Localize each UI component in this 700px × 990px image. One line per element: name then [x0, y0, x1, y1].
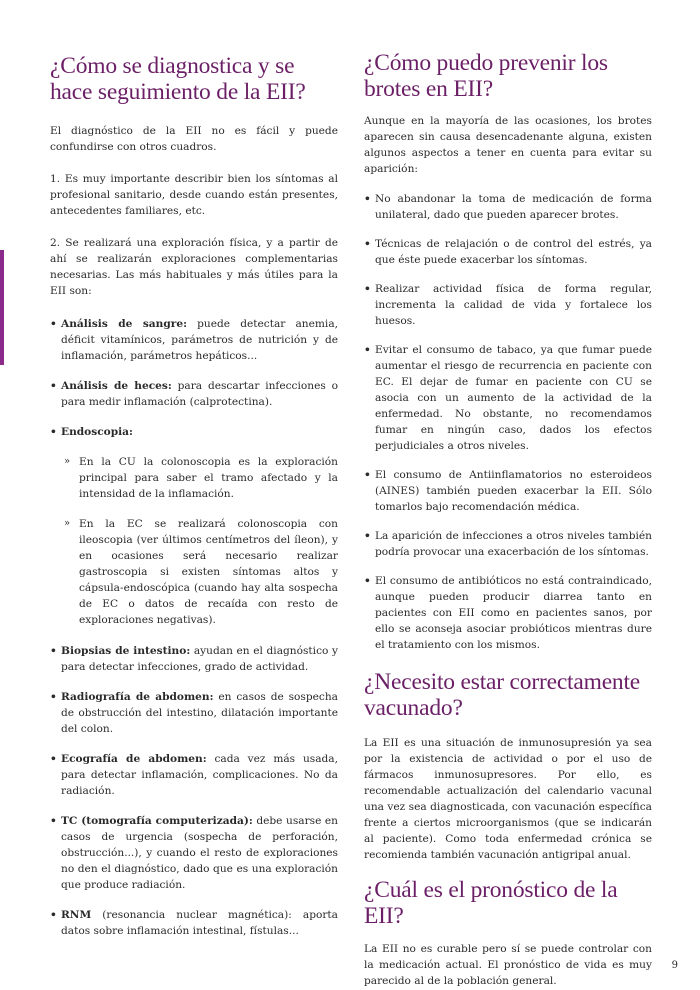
double-chevron-icon: » [64, 456, 71, 467]
list-item: • Ecografía de abdomen: cada vez más usada, para detectar inflamación, complicaciones. No da radiación. [50, 753, 338, 797]
list-item: • RNM (resonancia nuclear magnética): aporta datos sobre inflamación intestinal, fístulas... [50, 909, 338, 937]
diagnosis-point-2: 2. Se realizará una exploración física, y a partir de ahí se realizarán exploraciones complementarias necesarias. Las más habituales y más útiles para la EII son: [50, 237, 338, 297]
list-item: • Biopsias de intestino: ayudan en el diagnóstico y para detectar infecciones, grado de actividad. [50, 645, 338, 673]
vaccination-text: La EII es una situación de inmunosupresión ya sea por la existencia de actividad o por el uso de fármacos inmunosupresores. Por ello, es recomendable actualización del calendario vacunal una vez sea diagnosticada, con vacunación específica frente a ciertos microorganismos (que se indicarán al paciente). Como toda enfermedad crónica se recomienda también vacunación antigripal anual. [364, 737, 652, 861]
list-item: • El consumo de antibióticos no está contraindicado, aunque pueden producir diarrea tanto en pacientes con EII como en pacientes sanos, por ello se aconseja asociar probióticos mientras dure el tratamiento con los mismos. [364, 575, 652, 651]
accent-bar [0, 250, 4, 365]
right-column [364, 0, 652, 989]
list-item: • Evitar el consumo de tabaco, ya que fumar puede aumentar el riesgo de recurrencia en paciente con EC. El dejar de fumar en paciente con CU se asocia con un aumento de la actividad de la enfermedad. No obstante, no recomendamos fumar en ningún caso, dados los efectos perjudiciales a otros niveles. [364, 344, 652, 452]
left-column [50, 0, 338, 939]
list-item: • Realizar actividad física de forma regular, incrementa la calidad de vida y fortalece los huesos. [364, 283, 652, 327]
diagnosis-point-1: 1. Es muy importante describir bien los síntomas al profesional sanitario, desde cuando están presentes, antecedentes familiares, etc. [50, 173, 338, 217]
prevention-intro: Aunque en la mayoría de las ocasiones, los brotes aparecen sin causa desencadenante alguna, existen algunos aspectos a tener en cuenta para evitar su aparición: [364, 115, 652, 175]
exam-list [50, 316, 338, 939]
sub-list-item: » En la EC se realizará colonoscopia con ileoscopia (ver últimos centímetros del íleon), y en ocasiones será necesario realizar gastroscopia si existen síntomas altos y cápsula-endoscópica (cuando hay alta sospecha de EC o datos de recaída con resto de exploraciones negativas). [64, 518, 338, 626]
list-item: • Análisis de heces: para descartar infecciones o para medir inflamación (calprotectina). [50, 380, 339, 408]
sub-list-item: » En la CU la colonoscopia es la exploración principal para saber el tramo afectado y la intensidad de la inflamación. [64, 456, 338, 500]
list-item: • La aparición de infecciones a otros niveles también podría provocar una exacerbación de los síntomas. [364, 530, 652, 558]
endoscopy-sublist [61, 454, 338, 628]
prognosis-heading: ¿Cuál es el pronóstico de la EII? [364, 877, 618, 929]
prevention-list [364, 191, 652, 653]
prognosis-text: La EII no es curable pero sí se puede controlar con la medicación actual. El pronóstico de vida es muy parecido al de la población general. [364, 943, 652, 987]
diagnosis-heading: ¿Cómo se diagnostica y se hace seguimiento de la EII? [50, 53, 306, 105]
double-chevron-icon: » [64, 518, 71, 529]
diagnosis-intro: El diagnóstico de la EII no es fácil y puede confundirse con otros cuadros. [50, 125, 338, 153]
page-number: 9 [671, 960, 678, 971]
vaccination-heading: ¿Necesito estar correctamente vacunado? [364, 669, 641, 721]
list-item: • Técnicas de relajación o de control del estrés, ya que éste puede exacerbar los síntomas. [364, 238, 652, 266]
list-item: • TC (tomografía computerizada): debe usarse en casos de urgencia (sospecha de perforación, obstrucción...), y cuando el resto de exploraciones no den el diagnóstico, dado que es una exploración que produce radiación. [50, 815, 338, 891]
list-item: • Radiografía de abdomen: en casos de sospecha de obstrucción del intestino, dilatación importante del colon. [50, 691, 338, 735]
list-item: • El consumo de Antiinflamatorios no esteroideos (AINES) también pueden exacerbar la EII. Sólo tomarlos bajo recomendación médica. [364, 469, 652, 513]
list-item: • Endoscopia: » En la CU la colonoscopia es la exploración principal para saber el tramo afectado y la intensidad de la inflamación. » En la EC se realizará colonoscopia con ileoscopia (ver últimos centímetros del íleon), y en ocasiones será necesario realizar gastroscopia si existen síntomas altos y cápsula-endoscópica (cuando hay alta sospecha de EC o datos de recaída con resto de exploraciones negativas). [50, 426, 338, 626]
list-item: • No abandonar la toma de medicación de forma unilateral, dado que pueden aparecer brotes. [364, 193, 652, 221]
prevention-heading: ¿Cómo puedo prevenir los brotes en EII? [364, 50, 608, 102]
list-item: • Análisis de sangre: puede detectar anemia, déficit vitamínicos, parámetros de nutrición y de inflamación, parámetros hepáticos... [50, 318, 339, 362]
